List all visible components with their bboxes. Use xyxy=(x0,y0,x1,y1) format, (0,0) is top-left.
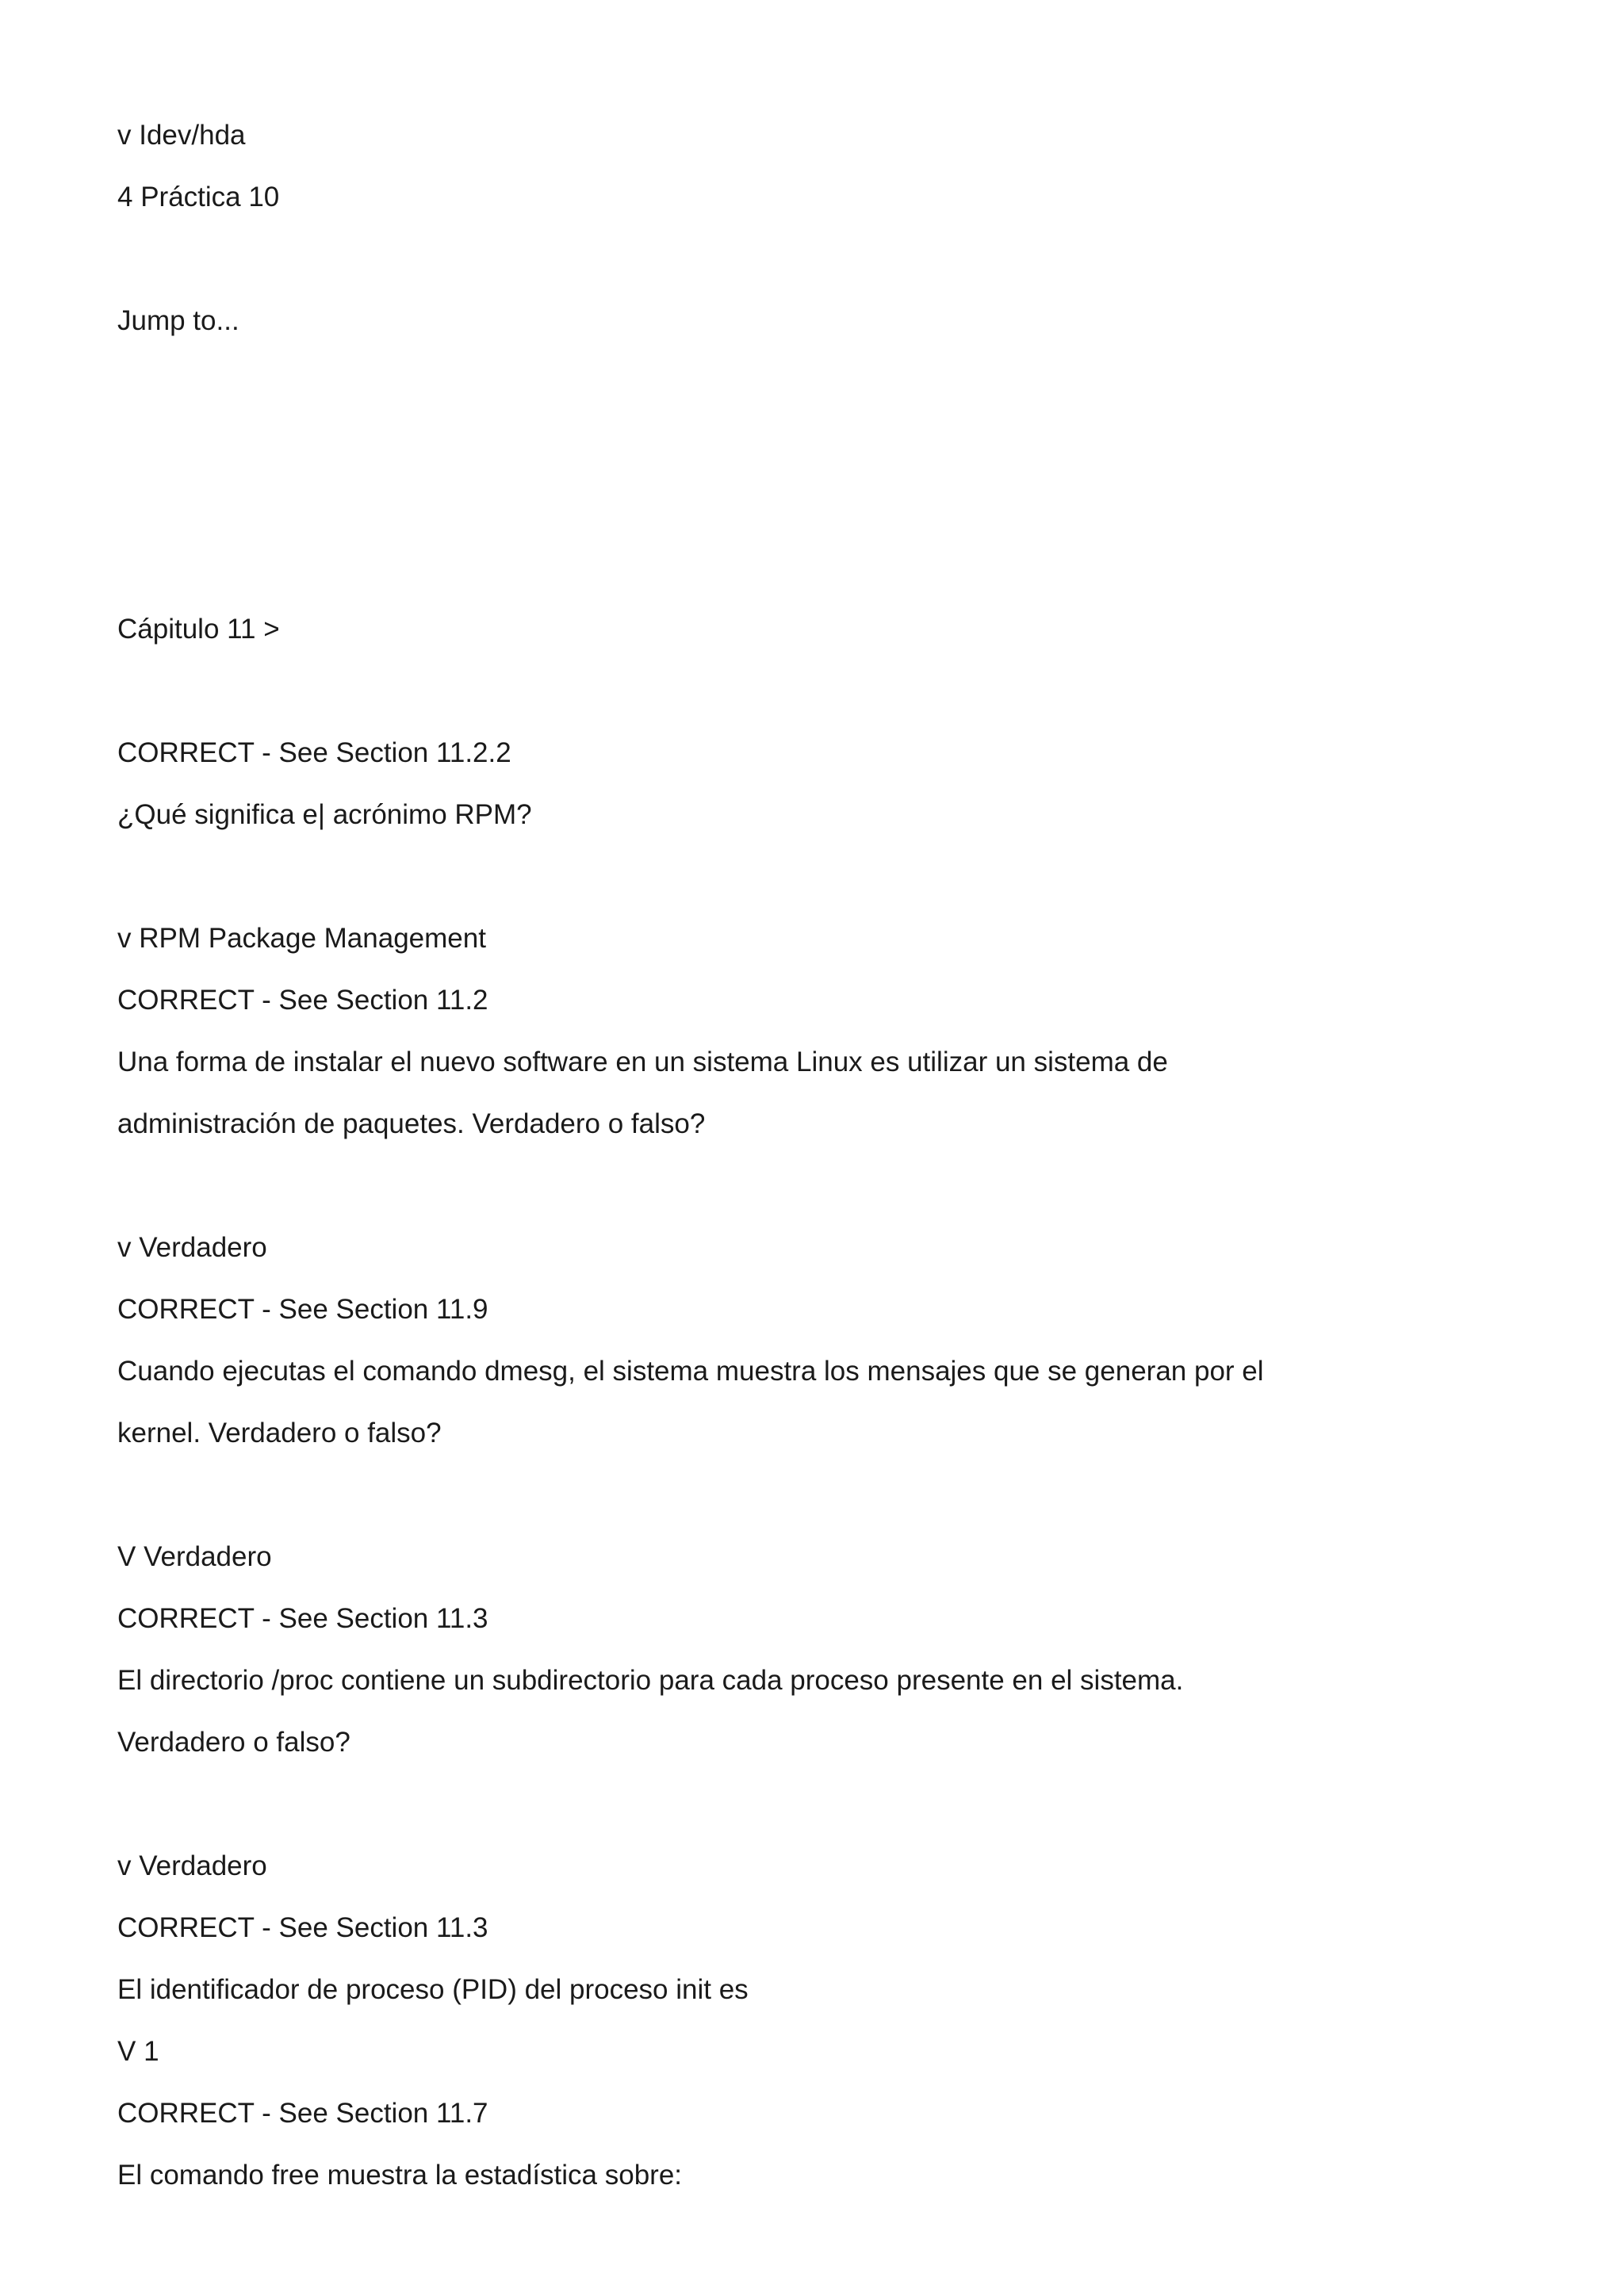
question-line: Una forma de instalar el nuevo software en un sistema Linux es utilizar un sistema de xyxy=(117,1047,1168,1077)
question-line: El comando free muestra la estadística sobre: xyxy=(117,2160,683,2191)
feedback-line: CORRECT - See Section 11.2.2 xyxy=(117,737,511,768)
feedback-line: CORRECT - See Section 11.3 xyxy=(117,1912,488,1943)
question-line: El identificador de proceso (PID) del proceso init es xyxy=(117,1974,749,2005)
answer-line: v Verdadero xyxy=(117,1232,267,1263)
question-line: ¿Qué significa e| acrónimo RPM? xyxy=(117,799,532,830)
feedback-line: CORRECT - See Section 11.2 xyxy=(117,985,488,1016)
answer-line: v Idev/hda xyxy=(117,120,246,151)
feedback-line: CORRECT - See Section 11.9 xyxy=(117,1294,488,1325)
jump-to-select[interactable]: Jump to... xyxy=(117,305,239,336)
question-line: Verdadero o falso? xyxy=(117,1727,350,1758)
answer-line: V 1 xyxy=(117,2036,159,2067)
answer-line: V Verdadero xyxy=(117,1541,272,1572)
feedback-line: CORRECT - See Section 11.7 xyxy=(117,2098,488,2129)
question-line: Cuando ejecutas el comando dmesg, el sistema muestra los mensajes que se generan por el xyxy=(117,1356,1264,1387)
nav-next-link[interactable]: Cápitulo 11 > xyxy=(117,614,280,645)
question-line: El directorio /proc contiene un subdirectorio para cada proceso presente en el sistema. xyxy=(117,1665,1184,1696)
answer-line: v RPM Package Management xyxy=(117,923,486,954)
question-line: administración de paquetes. Verdadero o falso? xyxy=(117,1108,706,1139)
feedback-line: CORRECT - See Section 11.3 xyxy=(117,1603,488,1634)
nav-prev-link[interactable]: 4 Práctica 10 xyxy=(117,182,280,212)
question-line: kernel. Verdadero o falso? xyxy=(117,1418,442,1448)
answer-line: v Verdadero xyxy=(117,1850,267,1881)
